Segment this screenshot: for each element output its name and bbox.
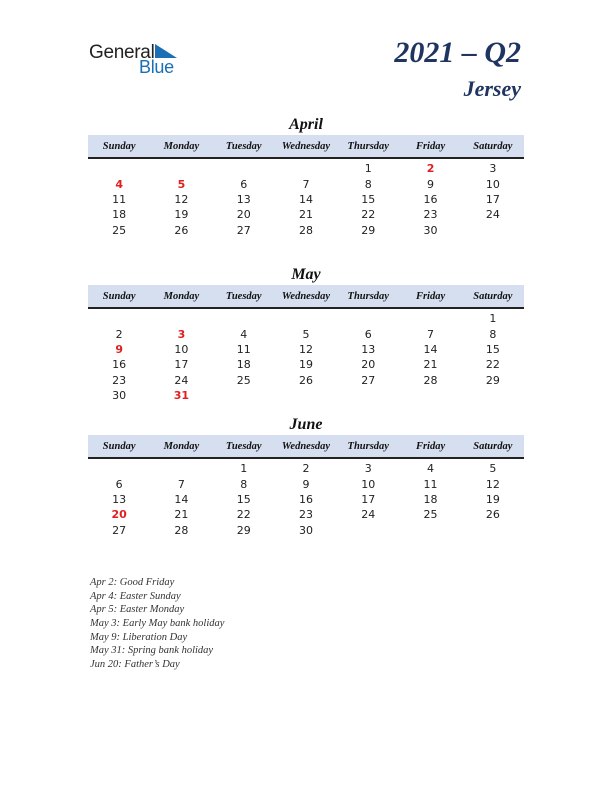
day-cell: 6 xyxy=(364,327,372,341)
day-cell: 9 xyxy=(302,477,310,491)
day-cell: 16 xyxy=(298,492,313,506)
day-cell: 10 xyxy=(174,342,189,356)
month-calendar xyxy=(88,416,524,538)
week-grid xyxy=(88,311,524,403)
day-cell: 29 xyxy=(236,523,251,537)
week-row xyxy=(88,357,524,372)
week-row xyxy=(88,373,524,388)
day-cell: 26 xyxy=(298,373,313,387)
day-cell: 17 xyxy=(174,358,189,372)
day-cell: 2 xyxy=(115,327,123,341)
day-cell: 3 xyxy=(364,462,372,476)
holiday-day-cell: 2 xyxy=(426,162,435,176)
day-cell: 1 xyxy=(364,162,372,176)
day-cell: 8 xyxy=(489,327,497,341)
day-cell: 3 xyxy=(489,162,497,176)
day-cell: 30 xyxy=(112,389,127,403)
weekday-label: Sunday xyxy=(102,440,136,452)
weekday-label: Monday xyxy=(163,140,200,152)
weekday-label: Wednesday xyxy=(281,440,331,452)
logo-word-blue: Blue xyxy=(139,57,174,77)
day-cell: 15 xyxy=(485,342,500,356)
weekday-label: Thursday xyxy=(347,290,389,302)
day-cell: 18 xyxy=(423,492,438,506)
day-cell: 23 xyxy=(112,373,127,387)
weekday-label: Friday xyxy=(415,440,446,452)
day-cell: 30 xyxy=(298,523,313,537)
day-cell: 28 xyxy=(298,223,313,237)
day-cell: 26 xyxy=(174,223,189,237)
day-cell: 28 xyxy=(174,523,189,537)
day-cell: 14 xyxy=(298,192,313,206)
day-cell: 20 xyxy=(361,358,376,372)
page-title: 2021 – Q2 xyxy=(394,36,521,69)
weekday-label: Tuesday xyxy=(225,290,262,302)
day-cell: 7 xyxy=(177,477,185,491)
weekday-label: Tuesday xyxy=(225,140,262,152)
day-cell: 18 xyxy=(112,208,127,222)
day-cell: 21 xyxy=(423,358,438,372)
holiday-note: May 31: Spring bank holiday xyxy=(90,645,214,657)
day-cell: 11 xyxy=(112,192,127,206)
day-cell: 25 xyxy=(112,223,127,237)
day-cell: 11 xyxy=(236,342,251,356)
weekday-label: Monday xyxy=(163,290,200,302)
day-cell: 27 xyxy=(112,523,127,537)
weekday-header xyxy=(88,135,524,159)
day-cell: 30 xyxy=(423,223,438,237)
day-cell: 7 xyxy=(302,177,310,191)
day-cell: 7 xyxy=(427,327,435,341)
holiday-note: Apr 4: Easter Sunday xyxy=(90,590,181,602)
week-row xyxy=(88,523,524,538)
weekday-label: Wednesday xyxy=(281,290,331,302)
week-grid xyxy=(88,461,524,538)
weekday-label: Thursday xyxy=(347,140,389,152)
day-cell: 23 xyxy=(423,208,438,222)
day-cell: 6 xyxy=(240,177,248,191)
holiday-note: Apr 2: Good Friday xyxy=(90,577,175,588)
holiday-notes xyxy=(90,576,224,672)
day-cell: 29 xyxy=(361,223,376,237)
day-cell: 5 xyxy=(302,327,310,341)
day-cell: 27 xyxy=(236,223,251,237)
day-cell: 10 xyxy=(361,477,376,491)
day-cell: 19 xyxy=(298,358,313,372)
page-subtitle: Jersey xyxy=(463,76,521,101)
day-cell: 17 xyxy=(485,192,500,206)
day-cell: 1 xyxy=(240,462,248,476)
weekday-label: Saturday xyxy=(473,440,513,452)
holiday-day-cell: 3 xyxy=(177,327,186,341)
day-cell: 18 xyxy=(236,358,251,372)
weekday-label: Monday xyxy=(163,440,200,452)
day-cell: 12 xyxy=(485,477,500,491)
day-cell: 9 xyxy=(427,177,435,191)
weekday-label: Friday xyxy=(415,290,446,302)
day-cell: 12 xyxy=(174,192,189,206)
day-cell: 13 xyxy=(236,192,251,206)
day-cell: 15 xyxy=(236,492,251,506)
weekday-label: Sunday xyxy=(102,290,136,302)
day-cell: 12 xyxy=(298,342,313,356)
day-cell: 23 xyxy=(298,508,313,522)
day-cell: 24 xyxy=(174,373,189,387)
logo-word-general: General xyxy=(89,42,155,63)
day-cell: 8 xyxy=(240,477,248,491)
weekday-label: Tuesday xyxy=(225,440,262,452)
week-row xyxy=(88,326,524,341)
day-cell: 4 xyxy=(240,327,248,341)
day-cell: 17 xyxy=(361,492,376,506)
day-cell: 1 xyxy=(489,312,497,326)
month-title: June xyxy=(289,416,323,433)
day-cell: 15 xyxy=(361,192,376,206)
holiday-day-cell: 20 xyxy=(111,508,127,522)
day-cell: 20 xyxy=(236,208,251,222)
week-row xyxy=(88,492,524,507)
week-row xyxy=(88,342,524,357)
day-cell: 16 xyxy=(423,192,438,206)
month-calendar xyxy=(88,116,524,238)
day-cell: 6 xyxy=(115,477,123,491)
weekday-label: Sunday xyxy=(102,140,136,152)
day-cell: 5 xyxy=(489,462,497,476)
week-grid xyxy=(88,161,524,238)
day-cell: 2 xyxy=(302,462,310,476)
day-cell: 26 xyxy=(485,508,500,522)
weekday-header xyxy=(88,285,524,309)
holiday-day-cell: 5 xyxy=(177,177,186,191)
weekday-header xyxy=(88,435,524,459)
holiday-note: Jun 20: Father’s Day xyxy=(90,659,180,671)
week-row xyxy=(88,161,524,176)
day-cell: 10 xyxy=(485,177,500,191)
day-cell: 22 xyxy=(236,508,251,522)
day-cell: 14 xyxy=(423,342,438,356)
week-row xyxy=(88,223,524,238)
holiday-note: May 9: Liberation Day xyxy=(90,631,188,643)
day-cell: 13 xyxy=(112,492,127,506)
day-cell: 21 xyxy=(298,208,313,222)
day-cell: 21 xyxy=(174,508,189,522)
week-row xyxy=(88,476,524,491)
weekday-label: Thursday xyxy=(347,440,389,452)
week-row xyxy=(88,311,524,326)
holiday-note: Apr 5: Easter Monday xyxy=(90,604,185,616)
day-cell: 4 xyxy=(427,462,435,476)
holiday-day-cell: 9 xyxy=(115,342,123,356)
day-cell: 29 xyxy=(485,373,500,387)
day-cell: 22 xyxy=(485,358,500,372)
day-cell: 11 xyxy=(423,477,438,491)
day-cell: 19 xyxy=(174,208,189,222)
month-title: April xyxy=(289,116,323,133)
weekday-label: Friday xyxy=(415,140,446,152)
day-cell: 28 xyxy=(423,373,438,387)
week-row xyxy=(88,507,524,522)
day-cell: 24 xyxy=(485,208,500,222)
weekday-label: Saturday xyxy=(473,140,513,152)
holiday-day-cell: 31 xyxy=(173,389,190,403)
day-cell: 22 xyxy=(361,208,376,222)
day-cell: 25 xyxy=(236,373,251,387)
day-cell: 8 xyxy=(364,177,372,191)
holiday-day-cell: 4 xyxy=(115,177,123,191)
day-cell: 25 xyxy=(423,508,438,522)
month-title: May xyxy=(291,266,321,283)
day-cell: 24 xyxy=(361,508,376,522)
day-cell: 27 xyxy=(361,373,376,387)
day-cell: 19 xyxy=(485,492,500,506)
day-cell: 16 xyxy=(112,358,127,372)
week-row xyxy=(88,207,524,222)
month-calendar xyxy=(88,266,524,403)
day-cell: 14 xyxy=(174,492,189,506)
week-row xyxy=(88,461,524,476)
holiday-note: May 3: Early May bank holiday xyxy=(90,618,225,630)
generalblue-logo xyxy=(89,42,189,76)
weekday-label: Wednesday xyxy=(281,140,331,152)
week-row xyxy=(88,176,524,191)
weekday-label: Saturday xyxy=(473,290,513,302)
week-row xyxy=(88,388,524,403)
week-row xyxy=(88,192,524,207)
day-cell: 13 xyxy=(361,342,376,356)
